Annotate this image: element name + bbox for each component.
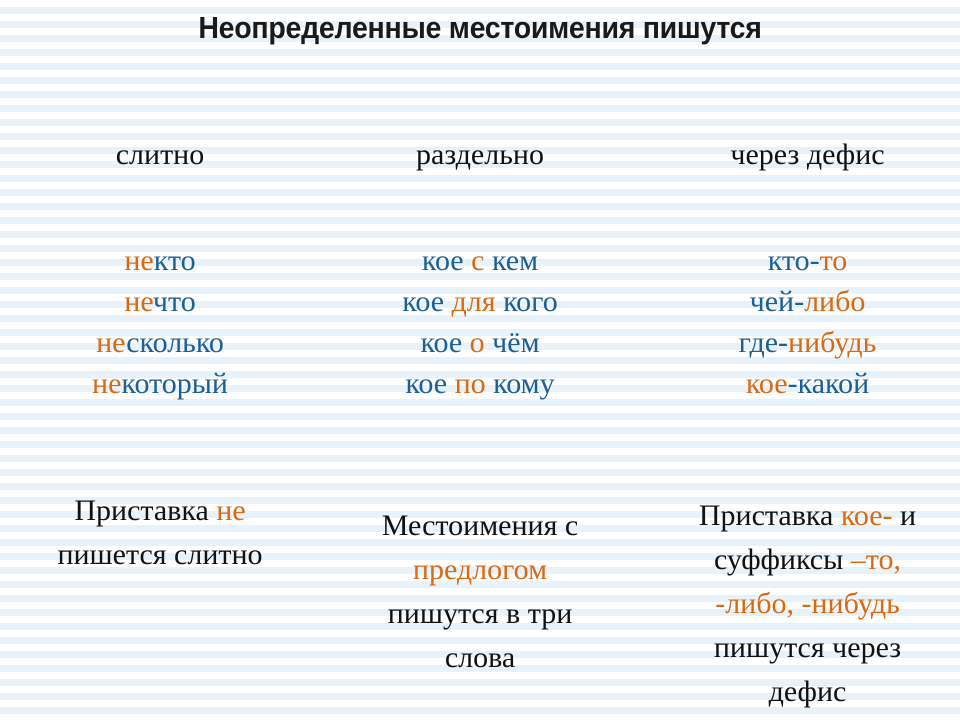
example-word: кое с кем xyxy=(421,244,539,277)
rule-line: Местоимения с xyxy=(381,509,579,542)
rule-line: Приставка кое- и xyxy=(698,499,917,532)
example-word: кое о чём xyxy=(420,326,540,359)
examples-hyphen xyxy=(655,240,960,404)
example-word: несколько xyxy=(96,326,224,359)
page-title: Неопределенные местоимения пишутся xyxy=(198,10,762,45)
column-header-separate: раздельно xyxy=(416,138,544,171)
rule-line: предлогом xyxy=(412,553,548,586)
example-word: кое-какой xyxy=(745,367,870,400)
example-word: чей-либо xyxy=(749,285,866,318)
rule-note-hyphen xyxy=(655,494,960,714)
example-word: нечто xyxy=(124,285,196,318)
rule-line: суффиксы –то, xyxy=(714,543,901,576)
rule-line: -либо, -нибудь xyxy=(715,587,900,620)
rule-line: дефис xyxy=(768,675,847,708)
rule-line: пишутся через xyxy=(713,631,902,664)
example-word: где-нибудь xyxy=(738,326,877,359)
example-word: кое по кому xyxy=(405,367,555,400)
rule-line: слова xyxy=(444,641,516,674)
rule-line: пишется слитно xyxy=(57,538,263,571)
rule-line: пишутся в три xyxy=(387,597,573,630)
column-header-hyphen: через дефис xyxy=(730,138,885,171)
examples-separate xyxy=(330,240,630,404)
rule-note-together xyxy=(20,489,300,577)
examples-together xyxy=(20,240,300,404)
rule-line: Приставка не xyxy=(74,494,246,527)
example-word: кто-то xyxy=(767,244,848,277)
rule-note-separate xyxy=(330,504,630,680)
example-word: кое для кого xyxy=(402,285,558,318)
example-word: некто xyxy=(124,244,196,277)
example-word: некоторый xyxy=(92,367,228,400)
column-header-together: слитно xyxy=(115,138,205,171)
